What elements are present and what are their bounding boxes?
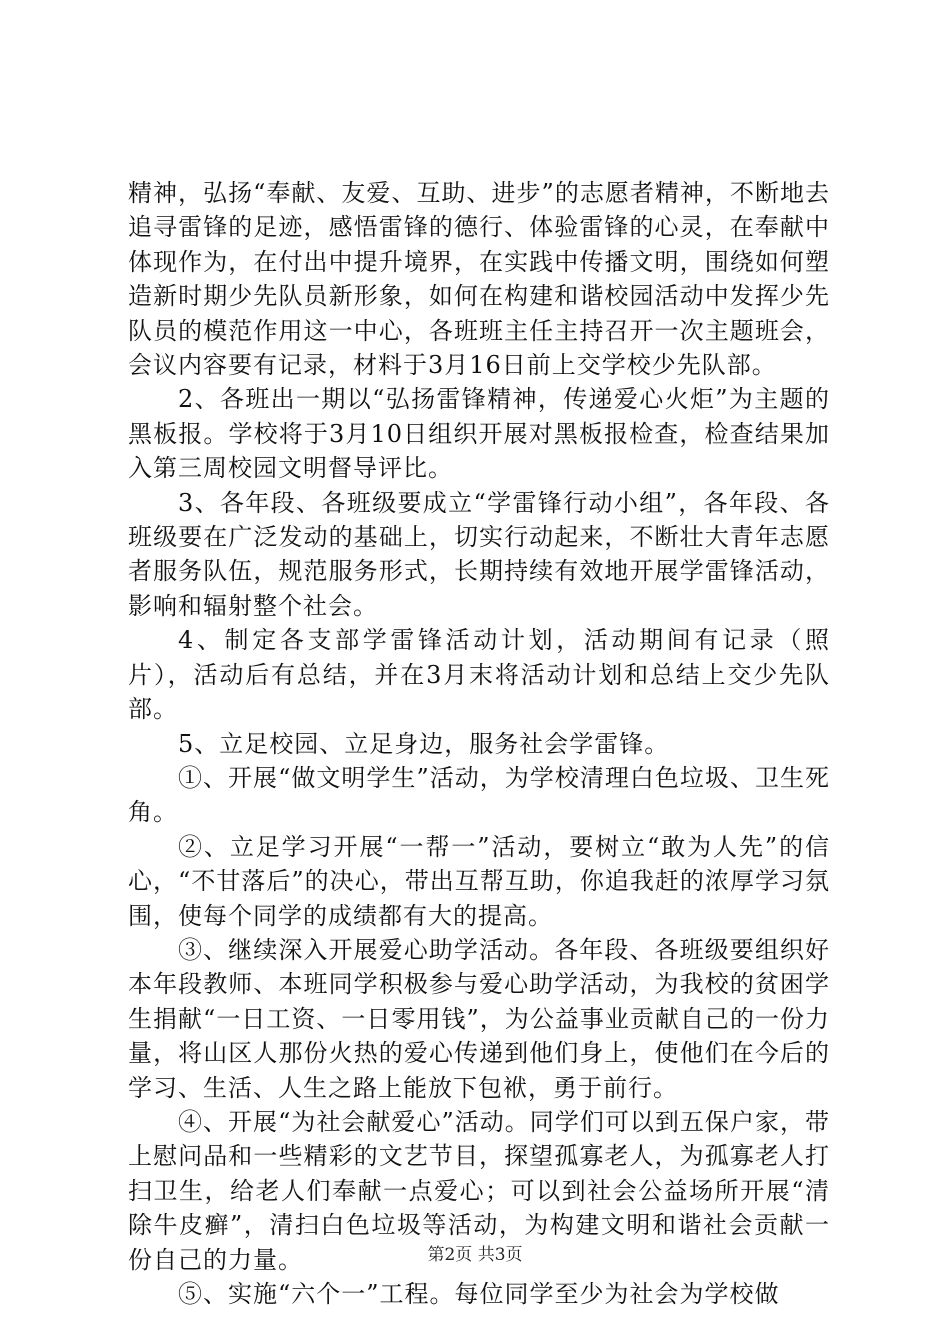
paragraph-subitem-2: ②、立足学习开展“一帮一”活动，要树立“敢为人先”的信心，“不甘落后”的决心，带出互帮互助，你追我赶的浓厚学习氛围，使每个同学的成绩都有大的提高。 — [128, 832, 830, 930]
body-text — [128, 176, 830, 1311]
paragraph-item-4: 4、制定各支部学雷锋活动计划，活动期间有记录（照片），活动后有总结，并在3月末将活动计划和总结上交少先队部。 — [128, 626, 830, 724]
paragraph-subitem-5: ⑤、实施“六个一”工程。每位同学至少为社会为学校做 — [178, 1280, 780, 1308]
paragraph-continued: 精神，弘扬“奉献、友爱、互助、进步”的志愿者精神，不断地去追寻雷锋的足迹，感悟雷锋的德行、体验雷锋的心灵，在奉献中体现作为，在付出中提升境界，在实践中传播文明，围绕如何塑造新时期少先队员新形象，如何在构建和谐校园活动中发挥少先队员的模范作用这一中心，各班班主任主持召开一次主题班会，会议内容要有记录，材料于3月16日前上交学校少先队部。 — [128, 179, 830, 380]
paragraph-item-5: 5、立足校园、立足身边，服务社会学雷锋。 — [178, 729, 670, 758]
paragraph-item-3: 3、各年段、各班级要成立“学雷锋行动小组”，各年段、各班级要在广泛发动的基础上，切实行动起来，不断壮大青年志愿者服务队伍，规范服务形式，长期持续有效地开展学雷锋活动，影响和辐射整个社会。 — [128, 488, 830, 620]
paragraph-subitem-4: ④、开展“为社会献爱心”活动。同学们可以到五保户家，带上慰问品和一些精彩的文艺节目，探望孤寡老人，为孤寡老人打扫卫生，给老人们奉献一点爱心；可以到社会公益场所开展“清除牛皮癣”，清扫白色垃圾等活动，为构建文明和谐社会贡献一份自己的力量。 — [128, 1107, 830, 1274]
paragraph-item-2: 2、各班出一期以“弘扬雷锋精神，传递爱心火炬”为主题的黑板报。学校将于3月10日组织开展对黑板报检查，检查结果加入第三周校园文明督导评比。 — [128, 385, 830, 483]
paragraph-subitem-3: ③、继续深入开展爱心助学活动。各年段、各班级要组织好本年段教师、本班同学积极参与爱心助学活动，为我校的贫困学生捐献“一日工资、一日零用钱”，为公益事业贡献自己的一份力量，将山区人那份火热的爱心传递到他们身上，使他们在今后的学习、生活、人生之路上能放下包袱，勇于前行。 — [128, 935, 830, 1102]
paragraph-subitem-1: ①、开展“做文明学生”活动，为学校清理白色垃圾、卫生死角。 — [128, 763, 830, 827]
page-number-footer: 第2页 共3页 — [427, 1245, 523, 1265]
